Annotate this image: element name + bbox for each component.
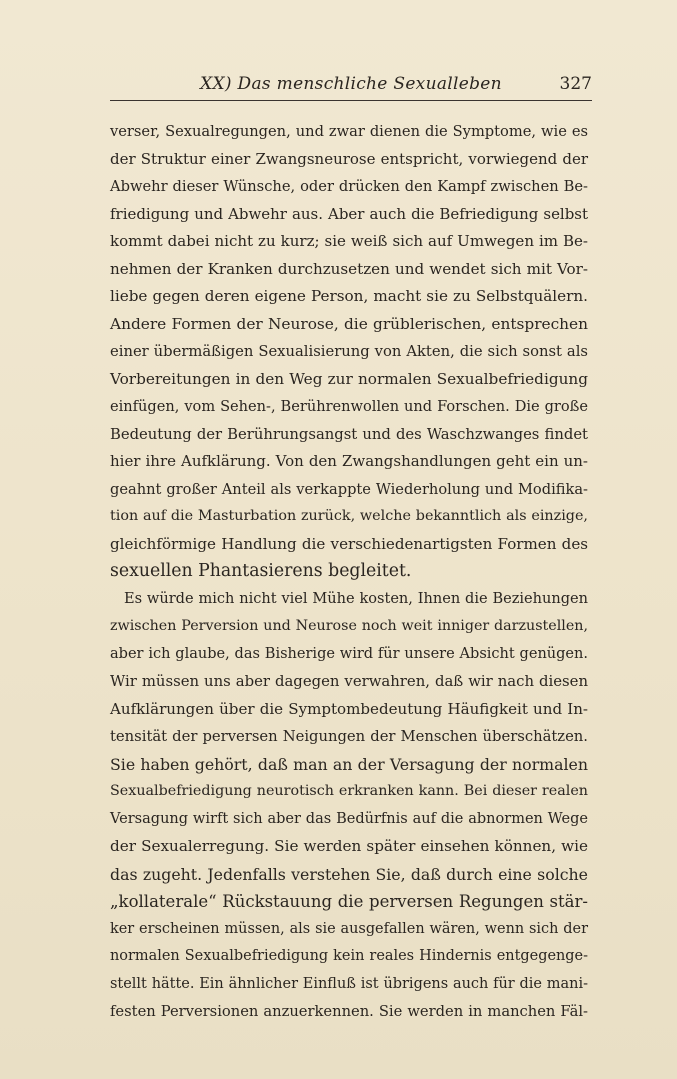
text-line: Aufklärungen über die Symptombedeutung Häufigkeit und In- [110, 699, 588, 718]
text-line: sexuellen Phantasierens begleitet. [110, 561, 412, 581]
text-line: ker erscheinen müssen, als sie ausgefallen wären, wenn sich der [110, 920, 588, 937]
body-text [110, 118, 588, 1026]
text-line: Wir müssen uns aber dagegen verwahren, daß wir nach diesen [110, 672, 588, 690]
text-line: der Struktur einer Zwangsneurose entspricht, vorwiegend der [110, 149, 588, 168]
text-line: „kollaterale“ Rückstauung die perversen Regungen stär- [110, 892, 588, 911]
text-line: friedigung und Abwehr aus. Aber auch die Befriedigung selbst [110, 204, 588, 223]
text-line: verser, Sexualregungen, und zwar dienen die Symptome, wie es [110, 123, 588, 140]
text-line: kommt dabei nicht zu kurz; sie weiß sich auf Umwegen im Be- [110, 232, 588, 250]
text-line: zwischen Perversion und Neurose noch weit inniger darzustellen, [110, 618, 588, 634]
text-line: Es würde mich nicht viel Mühe kosten, Ihnen die Beziehungen [124, 590, 588, 607]
text-line: stellt hätte. Ein ähnlicher Einfluß ist übrigens auch für die mani- [110, 975, 588, 992]
text-line: Andere Formen der Neurose, die grüblerischen, entsprechen [110, 314, 588, 333]
text-line: liebe gegen deren eigene Person, macht sie zu Selbstquälern. [110, 287, 588, 305]
text-line: hier ihre Aufklärung. Von den Zwangshandlungen geht ein un- [110, 452, 588, 470]
page-number: 327 [559, 74, 592, 94]
text-line: einer übermäßigen Sexualisierung von Akten, die sich sonst als [110, 343, 588, 360]
text-line: nehmen der Kranken durchzusetzen und wendet sich mit Vor- [110, 259, 588, 278]
text-line: gleichförmige Handlung die verschiedenartigsten Formen des [110, 534, 588, 553]
text-line: tion auf die Masturbation zurück, welche bekanntlich als einzige, [110, 508, 588, 524]
text-line: Sexualbefriedigung neurotisch erkranken kann. Bei dieser realen [110, 783, 588, 799]
text-line: normalen Sexualbefriedigung kein reales Hindernis entgegenge- [110, 948, 588, 964]
text-line: festen Perversionen anzuerkennen. Sie werden in manchen Fäl- [110, 1003, 588, 1020]
text-line: Versagung wirft sich aber das Bedürfnis auf die abnormen Wege [110, 810, 588, 827]
page-header [110, 72, 592, 101]
running-title: XX) Das menschliche Sexualleben [200, 74, 502, 94]
text-line: der Sexualerregung. Sie werden später einsehen können, wie [110, 837, 588, 855]
text-line: aber ich glaube, das Bisherige wird für unsere Absicht genügen. [110, 645, 588, 662]
text-line: Abwehr dieser Wünsche, oder drücken den Kampf zwischen Be- [110, 178, 588, 195]
text-line: tensität der perversen Neigungen der Menschen überschätzen. [110, 728, 588, 745]
text-line: einfügen, vom Sehen-, Berührenwollen und Forschen. Die große [110, 398, 588, 415]
text-line: geahnt großer Anteil als verkappte Wiederholung und Modifika- [110, 480, 588, 498]
text-line: Bedeutung der Berührungsangst und des Waschzwanges findet [110, 425, 588, 443]
text-line: das zugeht. Jedenfalls verstehen Sie, daß durch eine solche [110, 864, 588, 884]
text-line: Vorbereitungen in den Weg zur normalen Sexualbefriedigung [110, 369, 588, 388]
text-line: Sie haben gehört, daß man an der Versagung der normalen [110, 754, 588, 774]
